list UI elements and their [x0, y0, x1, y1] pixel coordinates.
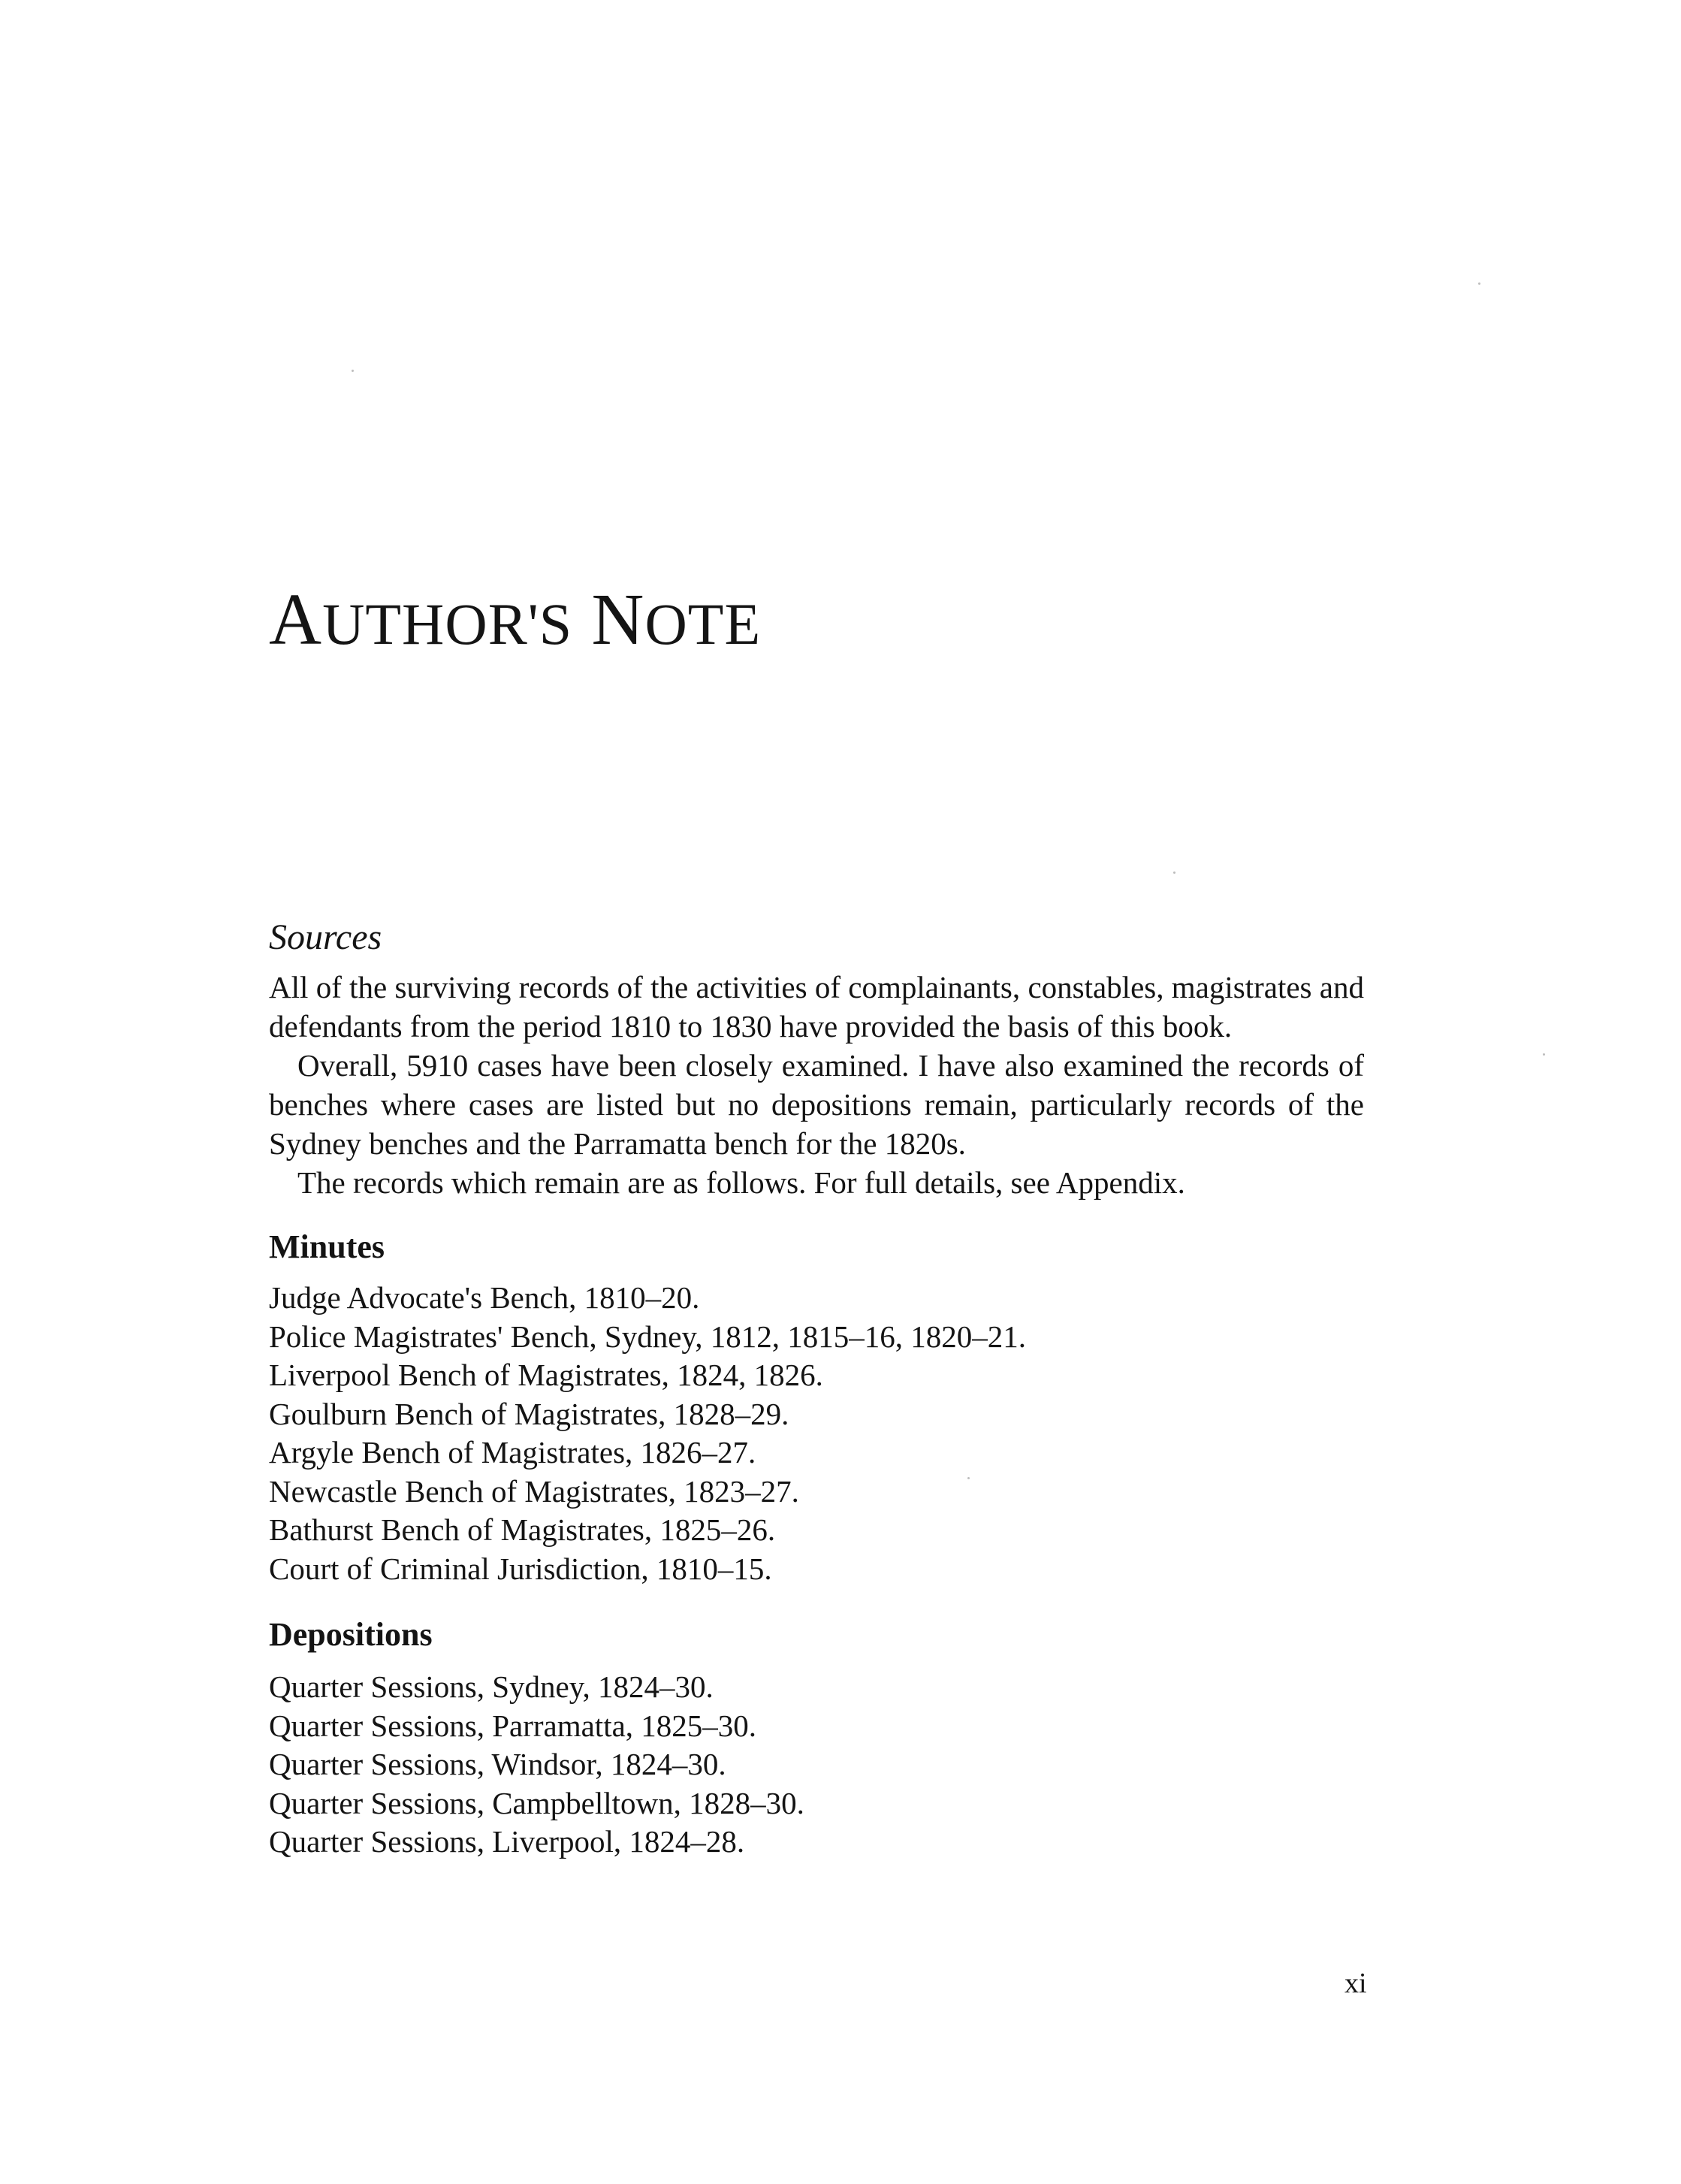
minutes-item: Judge Advocate's Bench, 1810–20. [269, 1280, 700, 1315]
depositions-item: Quarter Sessions, Campbelltown, 1828–30. [269, 1785, 804, 1820]
sources-body [269, 968, 1364, 1202]
scan-speck [1478, 282, 1480, 285]
sources-paragraph-3: The records which remain are as follows. For full details, see Appendix. [297, 1165, 1185, 1200]
scan-speck [1173, 871, 1175, 874]
scan-speck [1543, 1053, 1545, 1056]
title-initial-n: N [591, 579, 645, 660]
chapter-title [269, 578, 761, 666]
depositions-heading: Depositions [269, 1616, 433, 1653]
minutes-item: Bathurst Bench of Magistrates, 1825–26. [269, 1512, 776, 1547]
minutes-item: Police Magistrates' Bench, Sydney, 1812, 1815–16, 1820–21. [269, 1319, 1026, 1354]
depositions-item: Quarter Sessions, Windsor, 1824–30. [269, 1747, 726, 1781]
title-word-ote: OTE [644, 591, 762, 657]
minutes-item: Argyle Bench of Magistrates, 1826–27. [269, 1435, 756, 1470]
scan-speck [967, 1477, 970, 1479]
scan-speck [352, 370, 354, 372]
minutes-item: Court of Criminal Jurisdiction, 1810–15. [269, 1551, 772, 1586]
sources-paragraph-2: Overall, 5910 cases have been closely examined. I have also examined the records of benches where cases are listed but no depositions remain, particularly records of the Sydney benches and the Parramatta bench for the 1820s. [269, 1048, 1364, 1161]
title-word-uthors: UTHOR'S [322, 591, 573, 657]
minutes-heading: Minutes [269, 1228, 385, 1265]
sources-heading: Sources [269, 917, 382, 957]
title-initial-a: A [269, 579, 323, 660]
depositions-item: Quarter Sessions, Liverpool, 1824–28. [269, 1824, 745, 1859]
depositions-list [269, 1668, 804, 1862]
sources-paragraph-1: All of the surviving records of the activities of complainants, constables, magistrates and defendants from the period 1810 to 1830 have provided the basis of this book. [269, 970, 1364, 1044]
depositions-item: Quarter Sessions, Parramatta, 1825–30. [269, 1708, 757, 1743]
minutes-item: Liverpool Bench of Magistrates, 1824, 1826. [269, 1358, 823, 1392]
page-number: xi [1344, 1968, 1367, 1999]
minutes-item: Goulburn Bench of Magistrates, 1828–29. [269, 1396, 789, 1431]
minutes-item: Newcastle Bench of Magistrates, 1823–27. [269, 1473, 799, 1509]
minutes-list [269, 1279, 1026, 1588]
depositions-item: Quarter Sessions, Sydney, 1824–30. [269, 1669, 714, 1704]
